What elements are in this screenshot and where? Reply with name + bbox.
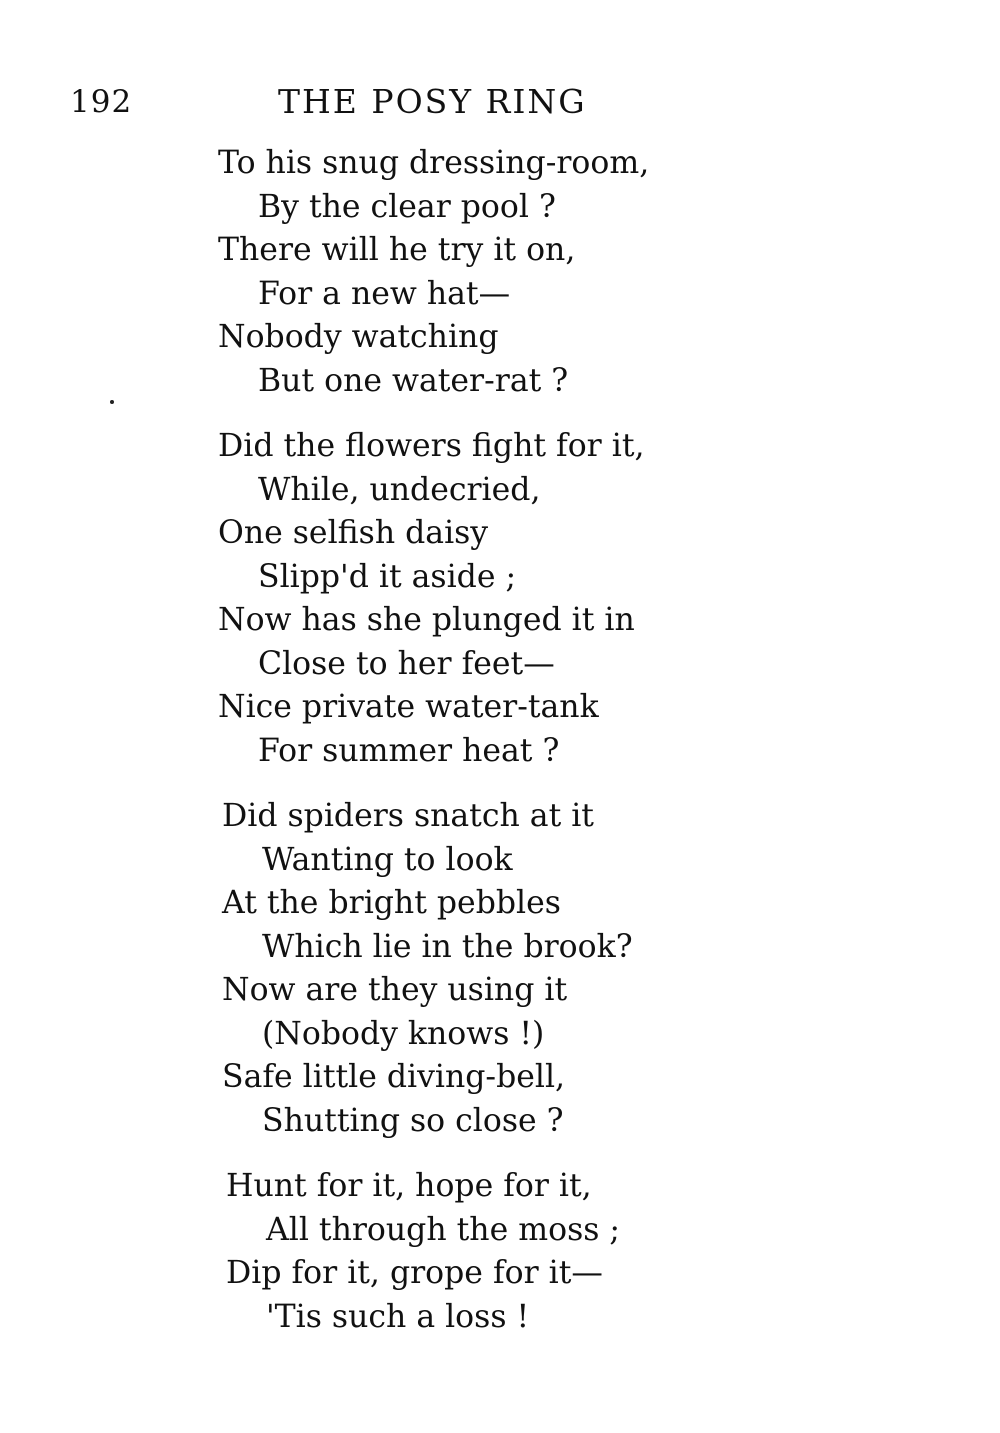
stanza bbox=[218, 1165, 918, 1339]
stanza bbox=[218, 795, 918, 1143]
poem-line: At the bright pebbles bbox=[222, 885, 561, 921]
poem-line: For a new hat— bbox=[258, 275, 511, 312]
poem-line: By the clear pool ? bbox=[258, 188, 556, 225]
running-title: THE POSY RING bbox=[278, 82, 587, 121]
poem-line: (Nobody knows !) bbox=[262, 1015, 545, 1052]
poem-line: Slipp'd it aside ; bbox=[258, 558, 517, 595]
poem-line: Nice private water-tank bbox=[218, 689, 599, 725]
poem-line: One selfish daisy bbox=[218, 515, 489, 551]
stanza bbox=[218, 142, 918, 403]
page-number: 192 bbox=[70, 84, 133, 120]
poem-line: But one water-rat ? bbox=[258, 362, 569, 399]
poem-line: Did the flowers fight for it, bbox=[218, 428, 645, 464]
poem-line: Wanting to look bbox=[262, 841, 513, 878]
poem-line: Safe little diving-bell, bbox=[222, 1059, 566, 1095]
poem-line: Which lie in the brook? bbox=[262, 928, 633, 965]
poem-line: All through the moss ; bbox=[266, 1211, 621, 1248]
poem-line: Did spiders snatch at it bbox=[222, 798, 594, 834]
poem-line: While, undecried, bbox=[258, 471, 541, 508]
stanza bbox=[218, 425, 918, 773]
poem-body bbox=[218, 142, 918, 1361]
poem-line: For summer heat ? bbox=[258, 732, 560, 769]
poem-line: Shutting so close ? bbox=[262, 1102, 564, 1139]
poem-line: Nobody watching bbox=[218, 319, 499, 355]
poem-line: To his snug dressing-room, bbox=[218, 145, 650, 181]
poem-line: Hunt for it, hope for it, bbox=[226, 1168, 592, 1204]
poem-line: Close to her feet— bbox=[258, 645, 555, 682]
poem-line: Dip for it, grope for it— bbox=[226, 1255, 603, 1291]
poem-line: Now are they using it bbox=[222, 972, 568, 1008]
poem-line: Now has she plunged it in bbox=[218, 602, 635, 638]
poem-line: There will he try it on, bbox=[218, 232, 576, 268]
poem-line: 'Tis such a loss ! bbox=[266, 1298, 530, 1335]
print-speck bbox=[110, 400, 114, 404]
